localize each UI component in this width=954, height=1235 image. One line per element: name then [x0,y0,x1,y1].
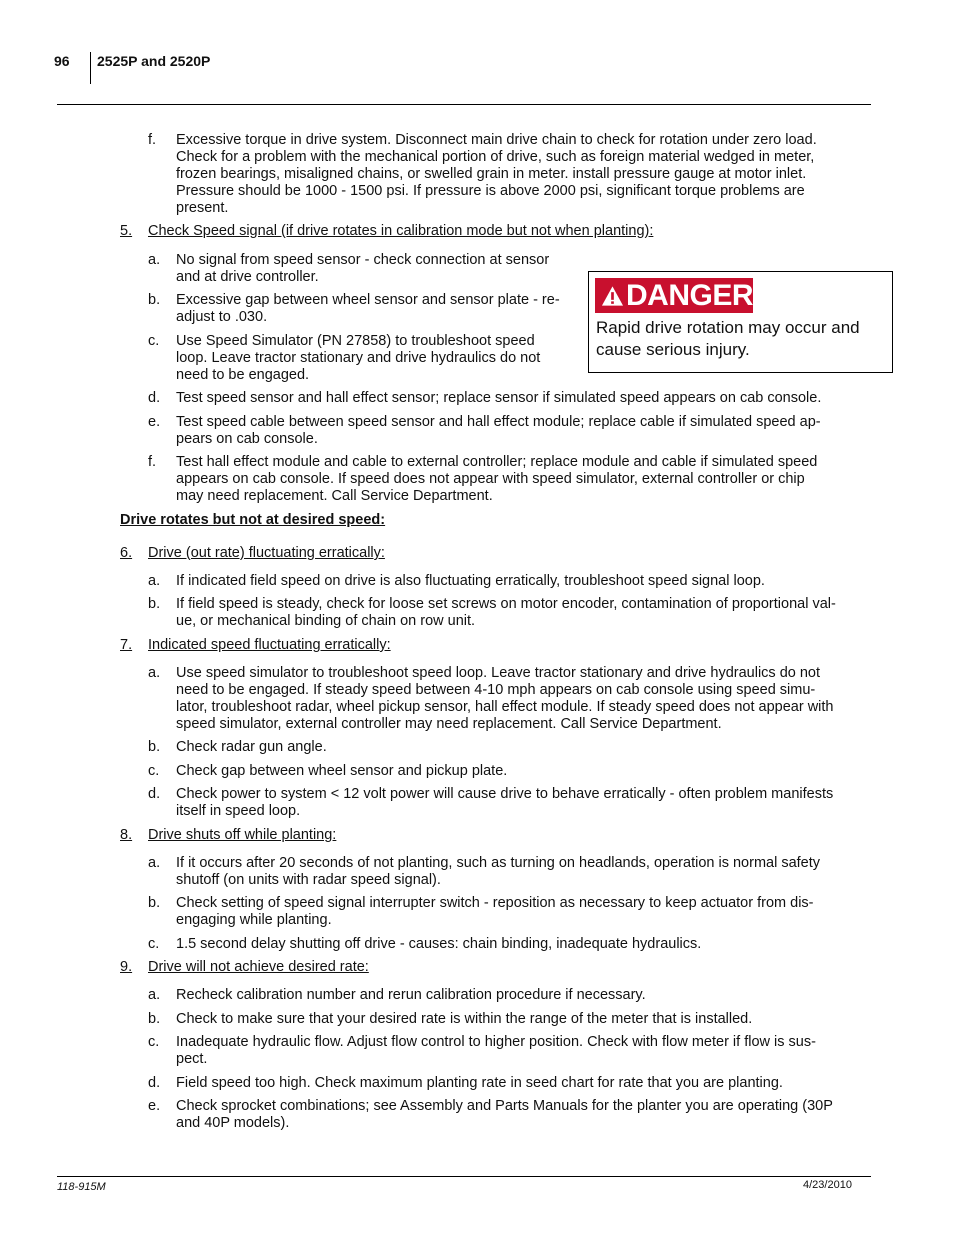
danger-banner [595,278,753,313]
header-rule [57,104,871,105]
header-divider [90,52,91,84]
item-heading: Check Speed signal (if drive rotates in calibration mode but not when planting): [148,223,654,239]
page-title: 2525P and 2520P [97,53,211,69]
page-number: 96 [54,53,70,69]
document-date: 4/23/2010 [803,1179,852,1191]
danger-label: DANGER [625,279,753,312]
document-number: 118-915M [57,1181,106,1193]
danger-message: Rapid drive rotation may occur and cause serious injury. [596,318,860,359]
danger-callout [588,271,893,373]
footer-rule [57,1176,871,1177]
section-heading: Drive rotates but not at desired speed: [120,512,386,528]
warning-triangle-icon [601,284,624,308]
item-label: f. [148,132,157,148]
item-number: 5. [120,223,133,239]
item-text: Excessive torque in drive system. Disconnect main drive chain to check for rotation under zero load. Check for a problem with the mechanical portion of drive, such as foreign material wedged in meter, frozen bearings, misaligned chains, or swelled grain in meter. install pressure gauge at motor inlet. Pressure should be 1000 - 1500 psi. If pressure is above 2000 psi, significant torque problems are present. [176,132,817,216]
